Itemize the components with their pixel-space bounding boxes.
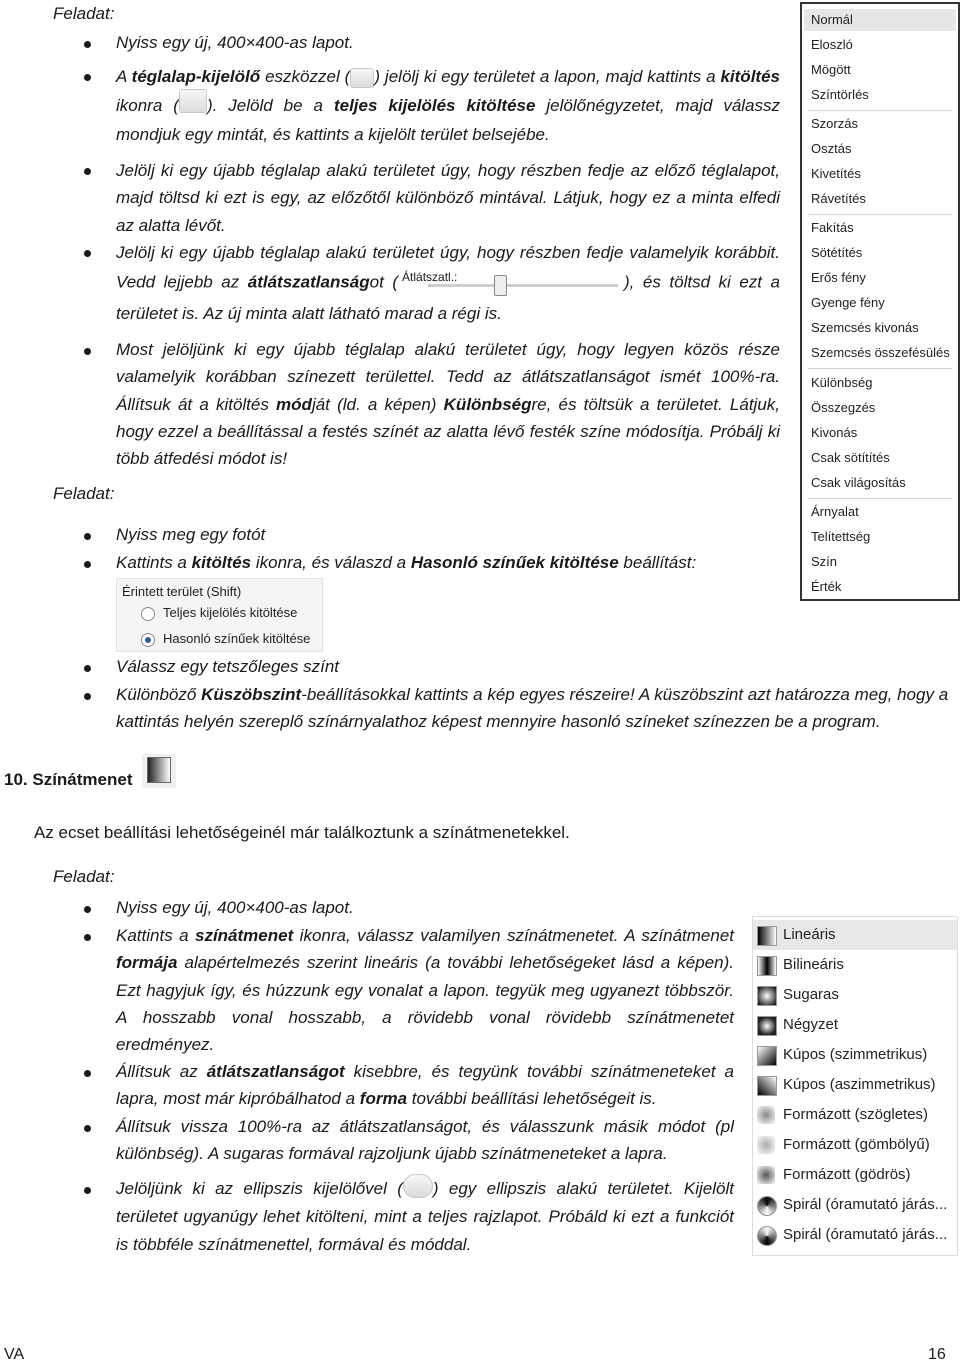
linear-gradient-icon (757, 926, 777, 946)
rect-select-icon (350, 68, 374, 88)
blend-mode-item[interactable]: Kivetítés (811, 166, 861, 181)
gradient-form-label: Sugaras (783, 986, 839, 1003)
footer-left: VA (4, 1346, 25, 1363)
bullet (84, 348, 91, 355)
radio-similar-colors[interactable] (141, 633, 155, 647)
blend-mode-item[interactable]: Szín (811, 554, 838, 569)
bullet (84, 74, 91, 81)
task-label: Feladat: (53, 4, 115, 23)
radio-label: Hasonló színűek kitöltése (163, 631, 311, 646)
spiral-ccw-gradient-icon (757, 1226, 777, 1246)
divider (808, 368, 952, 369)
bullet (84, 561, 91, 568)
blend-mode-item[interactable]: Erős fény (811, 270, 866, 285)
blend-mode-item[interactable]: Színtörlés (811, 87, 869, 102)
bullet (84, 693, 91, 700)
gradient-form-item[interactable] (753, 1220, 957, 1250)
blend-mode-item[interactable]: Csak világosítás (811, 475, 906, 490)
list-item: Kattints a kitöltés ikonra, és válaszd a Hasonló színűek kitöltése beállítást: (116, 553, 697, 572)
square-gradient-icon (757, 1016, 777, 1036)
bullet (84, 1187, 91, 1194)
blend-mode-item[interactable]: Gyenge fény (811, 295, 885, 310)
section-heading: 10. Színátmenet (4, 770, 133, 789)
task-label: Feladat: (53, 484, 115, 503)
blend-mode-item[interactable]: Mögött (811, 62, 851, 77)
blend-mode-item[interactable]: Normál (811, 12, 853, 27)
list-item: Jelölj ki egy újabb téglalap alakú területet úgy, hogy részben fedje az előző téglalapot, majd töltsd ki ezt is egy, az előzőtől különböző mintával. Látjuk, hogy ez a minta elfedi az alatta lévőt. (116, 161, 780, 235)
list-item: Állítsuk vissza 100%-ra az átlátszatlanságot, és válasszunk másik módot (pl különbség). A sugaras formával rajzoljunk újabb színátmeneteket a lapra. (116, 1117, 734, 1164)
gradient-form-label: Lineáris (783, 926, 836, 943)
blend-mode-item[interactable]: Érték (811, 579, 842, 594)
opacity-slider[interactable]: Átlátszatl.: (398, 266, 624, 300)
blend-mode-list (800, 2, 960, 601)
divider (808, 498, 952, 499)
intro-text: Az ecset beállítási lehetőségeinél már találkoztunk a színátmenetekkel. (34, 823, 570, 842)
gradient-form-label: Bilineáris (783, 956, 844, 973)
list-item: Nyiss egy új, 400×400-as lapot. (116, 33, 354, 52)
gradient-form-label: Négyzet (783, 1016, 839, 1033)
list-item: Nyiss meg egy fotót (116, 525, 266, 544)
gradient-form-item[interactable] (753, 1070, 957, 1100)
gradient-form-item[interactable] (753, 1100, 957, 1130)
ellipse-select-icon (403, 1174, 433, 1198)
radio-whole-selection[interactable] (141, 607, 155, 621)
blend-mode-item[interactable]: Különbség (811, 375, 873, 390)
gradient-form-item[interactable] (753, 1190, 957, 1220)
blend-mode-item[interactable]: Szemcsés összefésülés (811, 345, 950, 360)
gradient-form-label: Spirál (óramutató járás... (783, 1226, 948, 1243)
list-item: Most jelöljünk ki egy újabb téglalap alakú területet úgy, hogy legyen közös része valamelyik korábban színezett területtel. Tedd az átlátszatlanságot ismét 100%-ra. Állítsuk át a kitöltés módját (ld. a képen) Különbségre, és töltsük a területet. Látjuk, hogy ezzel a beállítással a festés színét az alatta lévő festék színe módosítja. Próbálj ki több átfedési módot is! (116, 340, 780, 469)
fill-area-heading: Érintett terület (Shift) (122, 584, 242, 599)
bucket-fill-icon (179, 89, 207, 113)
spiral-cw-gradient-icon (757, 1196, 777, 1216)
blend-mode-item[interactable]: Sötétítés (811, 245, 863, 260)
list-item: Válassz egy tetszőleges színt (116, 657, 340, 676)
gradient-form-list (752, 916, 958, 1256)
gradient-form-item[interactable] (753, 1010, 957, 1040)
gradient-form-item[interactable] (753, 1040, 957, 1070)
radio-label: Teljes kijelölés kitöltése (163, 605, 298, 620)
list-item: Jelölj ki egy újabb téglalap alakú területet úgy, hogy részben fedje valamelyik korábbit. Vedd lejjebb az átlátszatlanságot ( Átlátszatl.: ), és töltsd ki ezt a területet is. Az új minta alatt látható marad a régi is. (116, 243, 781, 324)
bullet (84, 934, 91, 941)
fill-area-options (116, 578, 323, 652)
gradient-form-item[interactable] (753, 950, 957, 980)
radial-gradient-icon (757, 986, 777, 1006)
task-label: Feladat: (53, 867, 115, 886)
list-item: A téglalap-kijelölő eszközzel ( ) jelölj ki egy területet a lapon, majd kattints a kitöltés ikonra ( ). Jelöld be a teljes kijelölés kitöltése jelölőnégyzetet, majd válassz mondjuk egy mintát, és kattints a kijelölt terület belsejébe. (116, 67, 781, 144)
blend-mode-item[interactable]: Fakítás (811, 220, 854, 235)
slider-handle[interactable] (494, 275, 507, 296)
blend-mode-item[interactable]: Eloszló (811, 37, 853, 52)
gradient-form-item[interactable] (753, 980, 957, 1010)
bullet (84, 906, 91, 913)
gradient-form-item[interactable] (753, 1160, 957, 1190)
blend-mode-item[interactable]: Összegzés (811, 400, 876, 415)
list-item: Különböző Küszöbszint-beállításokkal kattints a kép egyes részeire! A küszöbszint azt határozza meg, hogy a kattintás helyén szereplő színárnyalathoz képest mennyire hasonló színeket színezzen be a program. (116, 685, 949, 732)
blend-mode-item[interactable]: Árnyalat (811, 504, 859, 519)
list-item: Jelöljünk ki az ellipszis kijelölővel ( ) egy ellipszis alakú területet. Kijelölt területet ugyanúgy lehet kitölteni, mint a teljes rajzlapot. Próbáld ki ezt a funkciót is többféle színátmenettel, formával és móddal. (116, 1175, 734, 1259)
gradient-form-label: Kúpos (aszimmetrikus) (783, 1076, 936, 1093)
bullet (84, 250, 91, 257)
blend-mode-item[interactable]: Csak sötítítés (811, 450, 890, 465)
shaped-dimpled-gradient-icon (757, 1166, 775, 1184)
bullet (84, 41, 91, 48)
bullet (84, 533, 91, 540)
list-item: Kattints a színátmenet ikonra, válassz valamilyen színátmenetet. A színátmenet formája alapértelmezés szerint lineáris (a további lehetőségeket lásd a képen). Ezt hagyjuk így, és húzzunk egy vonalat a lapon. tegyük meg ugyanezt többször. A hosszabb vonal hosszabb, a rövidebb vonal rövidebb színátmenetet eredményez. (116, 926, 734, 1055)
blend-mode-item[interactable]: Rávetítés (811, 191, 866, 206)
bullet (84, 665, 91, 672)
gradient-form-item[interactable] (753, 920, 957, 950)
divider (808, 214, 952, 215)
gradient-form-label: Formázott (gömbölyű) (783, 1136, 930, 1153)
blend-mode-item[interactable]: Szorzás (811, 116, 858, 131)
bilinear-gradient-icon (757, 956, 777, 976)
divider (808, 110, 952, 111)
gradient-form-label: Formázott (szögletes) (783, 1106, 929, 1123)
blend-mode-item[interactable]: Telítettség (811, 529, 871, 544)
bullet (84, 1070, 91, 1077)
blend-mode-item[interactable]: Osztás (811, 141, 852, 156)
conical-asym-gradient-icon (757, 1076, 777, 1096)
list-item: Állítsuk az átlátszatlanságot kisebbre, és tegyünk további színátmeneteket a lapra, most már kipróbálhatod a forma további beállítási lehetőségeit is. (116, 1062, 734, 1109)
gradient-tool-icon (142, 754, 176, 788)
blend-mode-item[interactable]: Kivonás (811, 425, 858, 440)
gradient-form-item[interactable] (753, 1130, 957, 1160)
gradient-form-label: Spirál (óramutató járás... (783, 1196, 948, 1213)
page-number: 16 (928, 1346, 946, 1363)
bullet (84, 168, 91, 175)
bullet (84, 1125, 91, 1132)
blend-mode-item[interactable]: Szemcsés kivonás (811, 320, 919, 335)
gradient-form-label: Formázott (gödrös) (783, 1166, 911, 1183)
list-item: Nyiss egy új, 400×400-as lapot. (116, 898, 354, 917)
gradient-form-label: Kúpos (szimmetrikus) (783, 1046, 928, 1063)
conical-sym-gradient-icon (757, 1046, 777, 1066)
shaped-angular-gradient-icon (757, 1106, 775, 1124)
shaped-spherical-gradient-icon (757, 1136, 775, 1154)
